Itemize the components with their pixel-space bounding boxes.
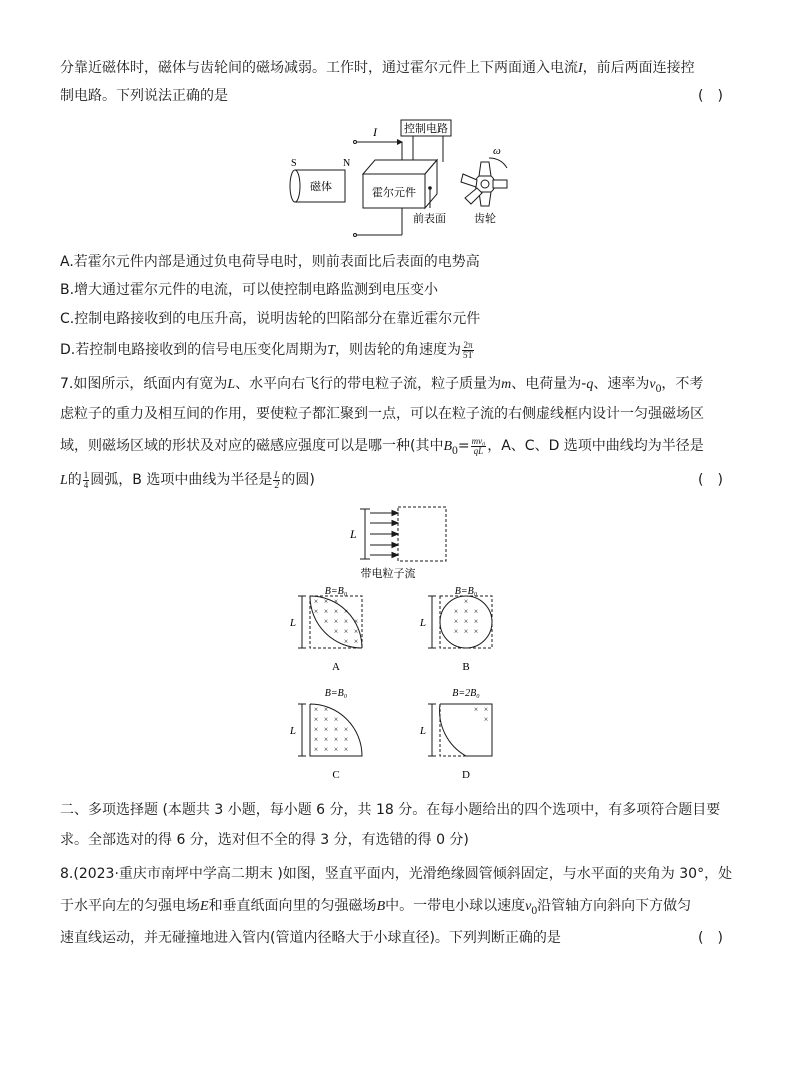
field-cross: × bbox=[453, 627, 459, 636]
field-cross: × bbox=[323, 705, 329, 714]
options-diagram bbox=[290, 584, 520, 784]
answer-paren-q6: ( ) bbox=[698, 88, 723, 104]
field-cross: × bbox=[313, 607, 319, 616]
hall-element-label: 霍尔元件 bbox=[372, 187, 416, 199]
option-a-field: B=B₀ bbox=[324, 586, 348, 597]
field-cross: × bbox=[353, 617, 359, 626]
field-cross: × bbox=[483, 715, 489, 724]
field-cross: × bbox=[333, 617, 339, 626]
option-c-label: C bbox=[332, 769, 340, 781]
option-a-side-label: L bbox=[290, 617, 296, 629]
pole-n-label: N bbox=[343, 158, 351, 169]
option-d-label: D bbox=[462, 769, 470, 781]
q6-option-b: B.增大通过霍尔元件的电流，可以使控制电路监测到电压变小 bbox=[60, 282, 439, 298]
field-cross: × bbox=[453, 607, 459, 616]
option-c-field: B=B₀ bbox=[324, 688, 348, 699]
hall-element-diagram bbox=[285, 112, 525, 240]
section-2-line-1: 二、多项选择题 (本题共 3 小题，每小题 6 分，共 18 分。在每小题给出的四个选项中，有多项符合题目要 bbox=[60, 802, 721, 818]
q7-line-1: 7.如图所示，纸面内有宽为L、水平向右飞行的带电粒子流，粒子质量为m、电荷量为-q、速率为$v_0$，不考 bbox=[60, 376, 704, 395]
field-cross: × bbox=[463, 607, 469, 616]
field-cross: × bbox=[313, 705, 319, 714]
q8-line-1: 8.(2023·重庆市南坪中学高二期末 )如图，竖直平面内，光滑绝缘圆管倾斜固定，与水平面的夹角为 30°，处 bbox=[60, 866, 733, 882]
field-cross: × bbox=[463, 597, 469, 606]
q7-line-2: 虑粒子的重力及相互间的作用，要使粒子都汇聚到一点，可以在粒子流的右侧虚线框内设计一匀强磁场区 bbox=[60, 406, 704, 422]
field-cross: × bbox=[343, 617, 349, 626]
field-cross: × bbox=[343, 607, 349, 616]
option-d-field: B=2B₀ bbox=[452, 688, 480, 699]
field-cross: × bbox=[333, 597, 339, 606]
field-cross: × bbox=[313, 715, 319, 724]
field-cross: × bbox=[473, 627, 479, 636]
answer-paren-q8: ( ) bbox=[698, 930, 723, 946]
field-cross: × bbox=[333, 607, 339, 616]
field-cross: × bbox=[343, 735, 349, 744]
magnet-label: 磁体 bbox=[310, 181, 332, 193]
field-cross: × bbox=[463, 617, 469, 626]
omega-label: ω bbox=[493, 145, 501, 157]
field-cross: × bbox=[473, 705, 479, 714]
field-cross: × bbox=[313, 745, 319, 754]
option-b-label: B bbox=[462, 661, 470, 673]
field-cross: × bbox=[313, 597, 319, 606]
field-cross: × bbox=[453, 617, 459, 626]
q8-line-2: 于水平向左的匀强电场E和垂直纸面向里的匀强磁场B中。一带电小球以速度$v_0$沿管轴方向斜向下方做匀 bbox=[60, 898, 692, 917]
q7-line-3: 域，则磁场区域的形状及对应的磁感应强度可以是哪一种(其中$B_0=$ $\frac{\text{mv₀}}{qL}$ ，A、C、D 选项中曲线均为半径是 bbox=[60, 435, 704, 457]
option-c-side-label: L bbox=[290, 725, 296, 737]
current-label: I bbox=[373, 125, 377, 139]
option-d-side-label: L bbox=[419, 725, 426, 737]
field-cross: × bbox=[343, 745, 349, 754]
q6-option-c: C.控制电路接收到的电压升高，说明齿轮的凹陷部分在靠近霍尔元件 bbox=[60, 311, 481, 327]
stream-caption: 带电粒子流 bbox=[360, 568, 416, 580]
field-cross: × bbox=[473, 607, 479, 616]
option-a-label: A bbox=[332, 661, 340, 673]
q7-line-4: L的 $\frac{1}{4}$ 圆弧，B 选项中曲线为半径是 $\frac{L}{2}$ 的圆) bbox=[60, 469, 315, 490]
intro-line-1: 分靠近磁体时，磁体与齿轮间的磁场减弱。工作时，通过霍尔元件上下两面通入电流I，前后两面连接控 bbox=[60, 60, 695, 76]
q8-line-3: 速直线运动，并无碰撞地进入管内(管道内径略大于小球直径)。下列判断正确的是 bbox=[60, 930, 561, 946]
option-b-side-label: L bbox=[419, 617, 426, 629]
field-cross: × bbox=[343, 637, 349, 646]
q6-option-d: D.若控制电路接收到的信号电压变化周期为T，则齿轮的角速度为 $\frac{2\pi}{5T}$ bbox=[60, 339, 474, 360]
field-cross: × bbox=[333, 745, 339, 754]
field-cross: × bbox=[463, 627, 469, 636]
answer-paren-q7: ( ) bbox=[698, 472, 723, 488]
field-cross: × bbox=[473, 617, 479, 626]
field-cross: × bbox=[333, 725, 339, 734]
control-circuit-label: 控制电路 bbox=[404, 123, 448, 135]
field-cross: × bbox=[313, 735, 319, 744]
field-cross: × bbox=[323, 597, 329, 606]
section-2-line-2: 求。全部选对的得 6 分，选对但不全的得 3 分，有选错的得 0 分) bbox=[60, 832, 469, 848]
field-cross: × bbox=[323, 607, 329, 616]
q6-option-a: A.若霍尔元件内部是通过负电荷导电时，则前表面比后表面的电势高 bbox=[60, 254, 480, 270]
field-cross: × bbox=[313, 725, 319, 734]
option-b-field: B=B₀ bbox=[454, 586, 478, 597]
field-cross: × bbox=[323, 735, 329, 744]
field-cross: × bbox=[483, 705, 489, 714]
field-cross: × bbox=[343, 725, 349, 734]
field-cross: × bbox=[333, 715, 339, 724]
field-cross: × bbox=[343, 627, 349, 636]
field-cross: × bbox=[353, 637, 359, 646]
stream-width-label: L bbox=[350, 527, 357, 541]
field-cross: × bbox=[323, 617, 329, 626]
field-cross: × bbox=[353, 627, 359, 636]
field-cross: × bbox=[333, 735, 339, 744]
particle-stream-diagram bbox=[340, 503, 460, 583]
gear-label: 齿轮 bbox=[474, 213, 496, 225]
field-cross: × bbox=[323, 745, 329, 754]
field-cross: × bbox=[323, 725, 329, 734]
intro-line-2: 制电路。下列说法正确的是 bbox=[60, 88, 228, 104]
front-surface-label: 前表面 bbox=[413, 213, 446, 225]
field-cross: × bbox=[323, 715, 329, 724]
field-cross: × bbox=[333, 627, 339, 636]
pole-s-label: S bbox=[291, 158, 297, 169]
